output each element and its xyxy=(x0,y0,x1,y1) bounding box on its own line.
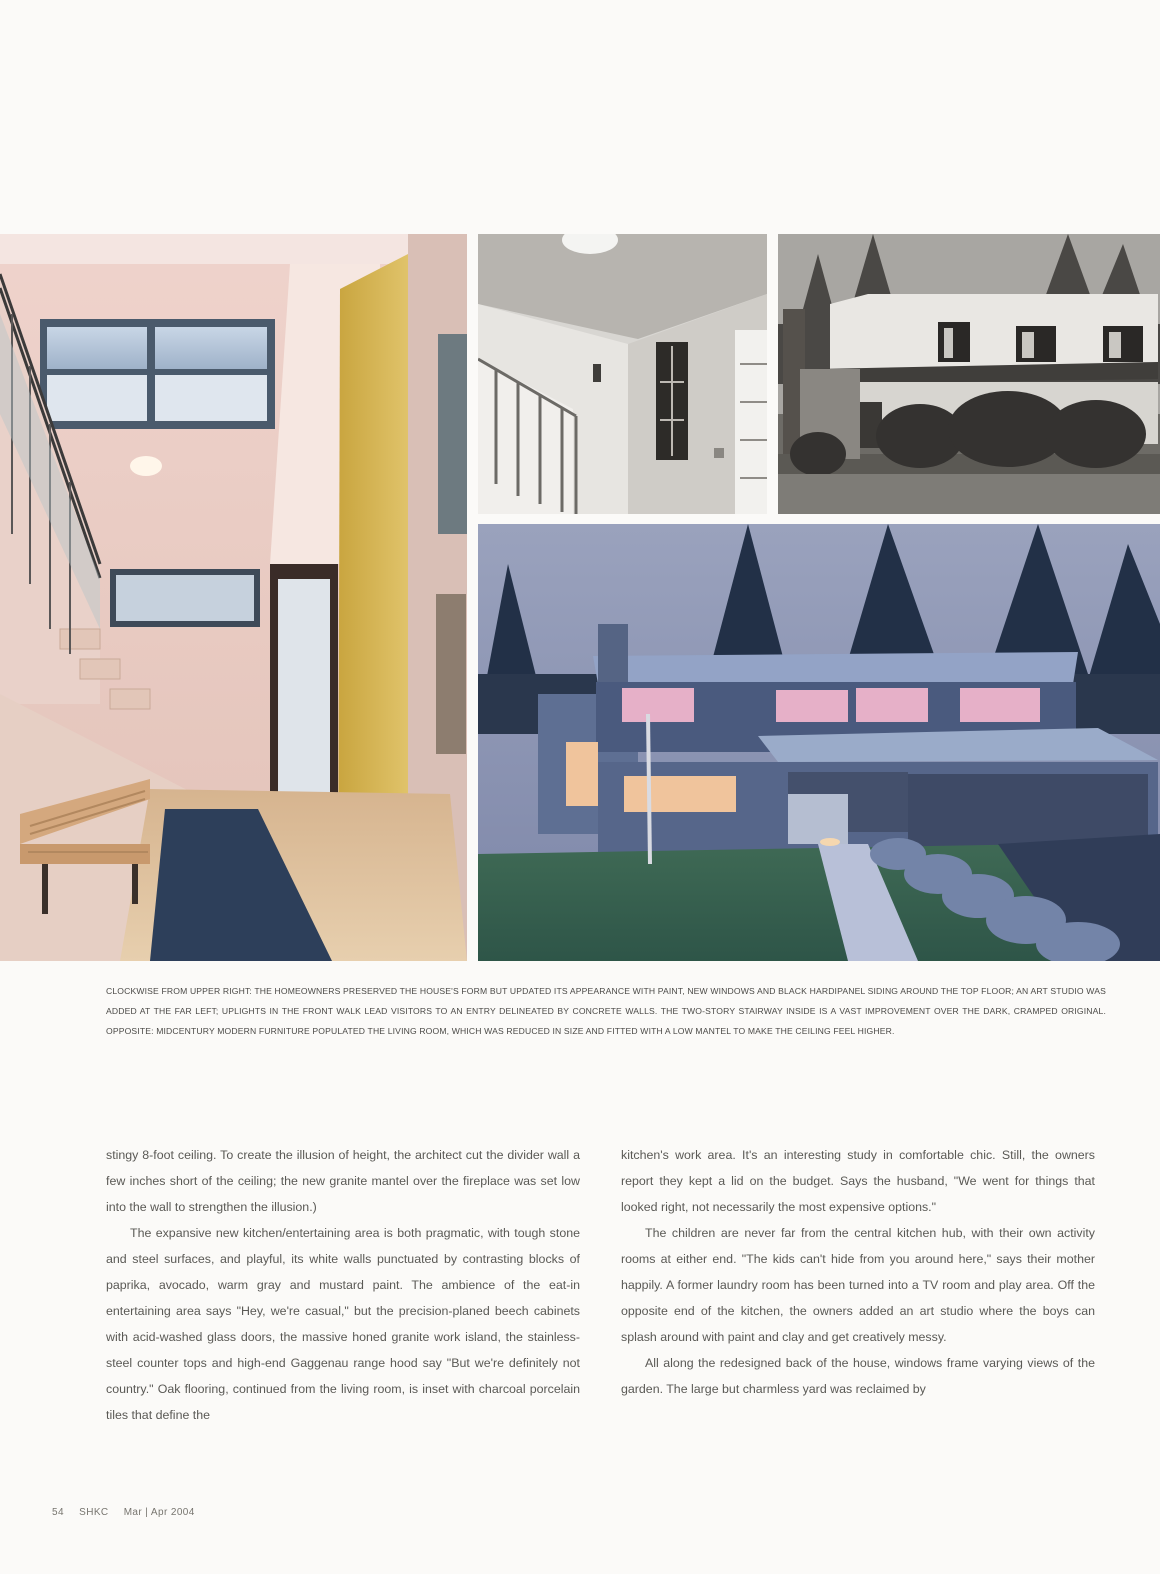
article-column-right xyxy=(621,1142,1095,1402)
page-number: 54 xyxy=(52,1507,64,1518)
magazine-name: SHKC xyxy=(79,1507,109,1518)
house-before-photo xyxy=(778,234,1160,514)
page-folio xyxy=(52,1507,207,1518)
article-paragraph: kitchen's work area. It's an interesting study in comfortable chic. Still, the owners report they kept a lid on the budget. Says the husband, "We went for things that looked right, not necessarily the most expensive options." xyxy=(621,1148,1095,1214)
article-paragraph: The children are never far from the central kitchen hub, with their own activity rooms at either end. "The kids can't hide from you around here," says their mother happily. A former laundry room has been turned into a TV room and play area. Off the opposite end of the kitchen, the owners added an art studio where the boys can splash around with paint and clay and get creatively messy. xyxy=(621,1226,1095,1344)
issue-date: Mar | Apr 2004 xyxy=(123,1507,195,1518)
stairway-photo xyxy=(0,234,467,961)
article-column-left xyxy=(106,1142,580,1428)
article-paragraph: The expansive new kitchen/entertaining area is both pragmatic, with tough stone and steel surfaces, and playful, its white walls punctuated by contrasting blocks of paprika, avocado, warm gray and mustard paint. The ambience of the eat-in entertaining area says "Hey, we're casual," but the precision-planed beech cabinets with acid-washed glass doors, the massive honed granite work island, the stainless-steel counter tops and high-end Gaggenau range hood say "But we're definitely not country." Oak flooring, continued from the living room, is inset with charcoal porcelain tiles that define the xyxy=(106,1226,580,1422)
house-after-photo xyxy=(478,524,1160,961)
article-paragraph: stingy 8-foot ceiling. To create the illusion of height, the architect cut the divider wall a few inches short of the ceiling; the new granite mantel over the fireplace was set low into the wall to strengthen the illusion.) xyxy=(106,1148,580,1214)
hallway-before-photo xyxy=(478,234,767,514)
photo-caption: CLOCKWISE FROM UPPER RIGHT: THE HOMEOWNERS PRESERVED THE HOUSE'S FORM BUT UPDATED ITS APPEARANCE WITH PAINT, NEW WINDOWS AND BLACK HARDIPANEL SIDING AROUND THE TOP FLOOR; AN ART STUDIO WAS ADDED AT THE FAR LEFT; UPLIGHTS IN THE FRONT WALK LEAD VISITORS TO AN ENTRY DELINEATED BY CONCRETE WALLS. THE TWO-STORY STAIRWAY INSIDE IS A VAST IMPROVEMENT OVER THE DARK, CRAMPED ORIGINAL. OPPOSITE: MIDCENTURY MODERN FURNITURE POPULATED THE LIVING ROOM, WHICH WAS REDUCED IN SIZE AND FITTED WITH A LOW MANTEL TO MAKE THE CEILING FEEL HIGHER. xyxy=(106,986,1106,1036)
article-paragraph: All along the redesigned back of the house, windows frame varying views of the garden. The large but charmless yard was reclaimed by xyxy=(621,1356,1095,1396)
